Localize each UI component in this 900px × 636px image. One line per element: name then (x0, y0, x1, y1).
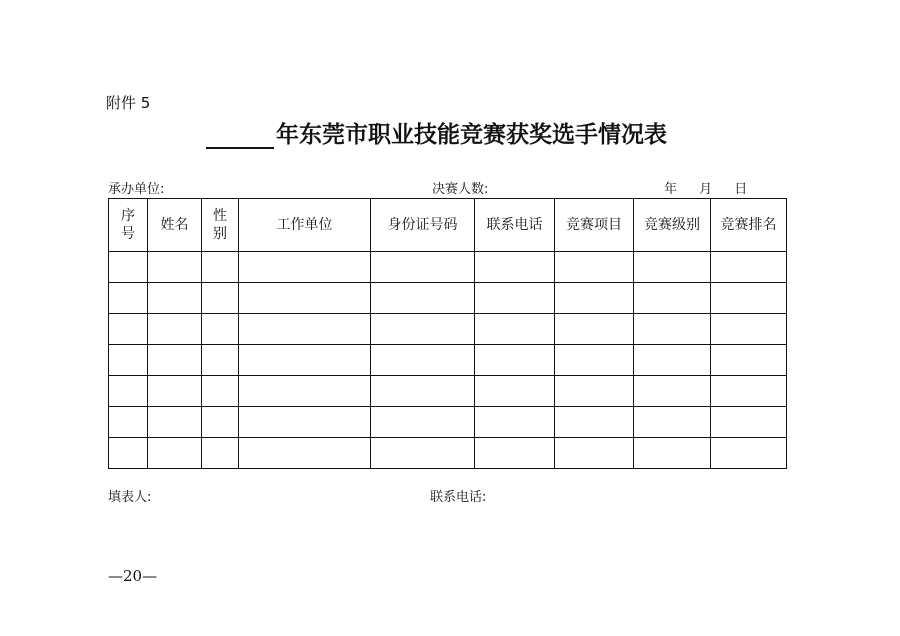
table-cell[interactable] (202, 376, 239, 407)
table-cell[interactable] (239, 252, 371, 283)
table-cell[interactable] (239, 438, 371, 469)
table-row (109, 407, 787, 438)
table-cell[interactable] (371, 438, 475, 469)
table-cell[interactable] (555, 314, 634, 345)
table-cell[interactable] (109, 376, 148, 407)
header-cell-id-number: 身份证号码 (371, 199, 475, 252)
table-cell[interactable] (371, 345, 475, 376)
table-cell[interactable] (202, 283, 239, 314)
table-cell[interactable] (148, 407, 202, 438)
table-cell[interactable] (371, 252, 475, 283)
table-cell[interactable] (148, 314, 202, 345)
table-cell[interactable] (239, 345, 371, 376)
table-row (109, 283, 787, 314)
table-row (109, 438, 787, 469)
table-cell[interactable] (475, 252, 555, 283)
table-cell[interactable] (148, 252, 202, 283)
attachment-label: 附件 5 (106, 94, 151, 112)
table-cell[interactable] (634, 438, 711, 469)
form-title: 年东莞市职业技能竞赛获奖选手情况表 (276, 122, 667, 148)
table-cell[interactable] (202, 407, 239, 438)
header-cell-phone: 联系电话 (475, 199, 555, 252)
table-cell[interactable] (202, 438, 239, 469)
table-cell[interactable] (239, 376, 371, 407)
title-row (206, 116, 667, 149)
header-cell-workplace: 工作单位 (239, 199, 371, 252)
table-cell[interactable] (555, 345, 634, 376)
table-cell[interactable] (371, 407, 475, 438)
page-number: —20— (108, 567, 158, 585)
table-cell[interactable] (109, 283, 148, 314)
header-cell-gender: 性别 (202, 199, 239, 252)
table-cell[interactable] (109, 438, 148, 469)
date-label: 年 月 日 (664, 182, 748, 197)
table-cell[interactable] (634, 283, 711, 314)
table-cell[interactable] (109, 314, 148, 345)
table-body (109, 252, 787, 469)
table-cell[interactable] (148, 438, 202, 469)
table-cell[interactable] (202, 345, 239, 376)
table-cell[interactable] (148, 283, 202, 314)
table-cell[interactable] (634, 407, 711, 438)
table-cell[interactable] (371, 314, 475, 345)
table-cell[interactable] (711, 314, 787, 345)
table-row (109, 252, 787, 283)
awardees-table (108, 198, 787, 469)
table-cell[interactable] (634, 376, 711, 407)
table-cell[interactable] (148, 345, 202, 376)
filler-label: 填表人: (108, 490, 152, 505)
header-cell-index: 序号 (109, 199, 148, 252)
table-cell[interactable] (711, 283, 787, 314)
table-cell[interactable] (239, 407, 371, 438)
finalists-count-label: 决赛人数: (432, 182, 489, 197)
table-row (109, 376, 787, 407)
table-header-row (109, 199, 787, 252)
table-cell[interactable] (109, 252, 148, 283)
table-cell[interactable] (148, 376, 202, 407)
table-cell[interactable] (109, 345, 148, 376)
table-cell[interactable] (475, 283, 555, 314)
table-cell[interactable] (371, 376, 475, 407)
table-cell[interactable] (634, 252, 711, 283)
header-cell-level: 竞赛级别 (634, 199, 711, 252)
table-cell[interactable] (475, 407, 555, 438)
table-cell[interactable] (239, 283, 371, 314)
table-cell[interactable] (634, 314, 711, 345)
table-cell[interactable] (371, 283, 475, 314)
table-cell[interactable] (555, 376, 634, 407)
table-cell[interactable] (711, 438, 787, 469)
table-cell[interactable] (239, 314, 371, 345)
table-cell[interactable] (109, 407, 148, 438)
table-cell[interactable] (475, 376, 555, 407)
table-row (109, 345, 787, 376)
table-cell[interactable] (475, 345, 555, 376)
table-cell[interactable] (202, 252, 239, 283)
table-cell[interactable] (202, 314, 239, 345)
header-cell-ranking: 竞赛排名 (711, 199, 787, 252)
table-cell[interactable] (634, 345, 711, 376)
table-cell[interactable] (711, 252, 787, 283)
contact-phone-label: 联系电话: (430, 490, 487, 505)
header-cell-event: 竞赛项目 (555, 199, 634, 252)
table-cell[interactable] (711, 345, 787, 376)
table-cell[interactable] (555, 252, 634, 283)
header-cell-name: 姓名 (148, 199, 202, 252)
table-cell[interactable] (555, 283, 634, 314)
table-cell[interactable] (711, 376, 787, 407)
host-unit-label: 承办单位: (108, 182, 165, 197)
table-cell[interactable] (555, 407, 634, 438)
table-cell[interactable] (475, 314, 555, 345)
table-cell[interactable] (555, 438, 634, 469)
table-cell[interactable] (475, 438, 555, 469)
table-row (109, 314, 787, 345)
year-blank-line (206, 121, 274, 149)
table-cell[interactable] (711, 407, 787, 438)
